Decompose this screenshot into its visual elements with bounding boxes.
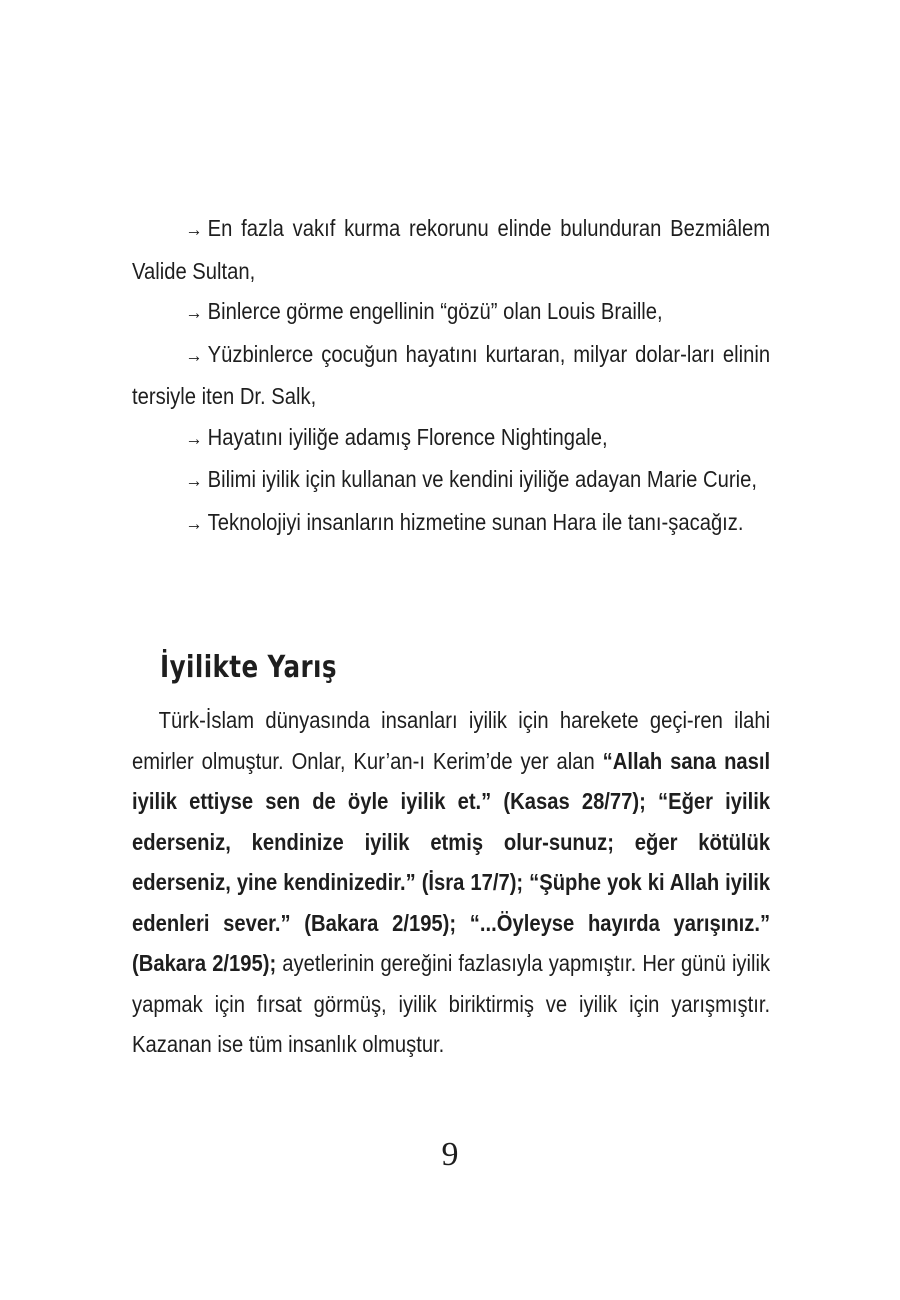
paragraph-text [132,700,770,1065]
arrow-right-icon: → [185,470,203,492]
list-item-text: Binlerce görme engellinin “gözü” olan Louis Braille, [207,298,663,324]
arrow-right-icon: → [185,427,203,450]
page-number: 9 [441,1136,459,1173]
arrow-right-icon: → [185,512,203,535]
list-item [132,334,770,417]
arrow-right-icon: → [185,344,203,367]
list-item [132,502,770,545]
paragraph-outro: ayetlerinin gereğini fazlasıyla yapmıştır. Her günü iyilik yapmak için fırsat görmüş, iyilik biriktirmiş ve iyilik için yarışmıştır. Kazanan ise tüm insanlık olmuştur. [132,950,771,1057]
section-heading: İyilikte Yarış [160,650,337,685]
bullet-list [132,208,770,544]
list-item [132,459,770,502]
list-item [132,208,770,291]
list-item-text: En fazla vakıf kurma rekorunu elinde bulunduran Bezmiâlem Valide Sultan, [132,215,771,284]
list-item-text: Teknolojiyi insanların hizmetine sunan Hara ile tanı-şacağız. [207,508,744,535]
list-item [132,291,770,334]
paragraph-intro: Türk-İslam dünyasında insanları iyilik için harekete geçi-ren ilahi emirler olmuştur. Onlar, Kur’an-ı Kerim’de yer alan [132,707,771,774]
verse-quotes: “Allah sana nasıl iyilik ettiyse sen de öyle iyilik et.” (Kasas 28/77); “Eğer iyilik ederseniz, kendinize iyilik etmiş olur-sunuz; eğer kötülük ederseniz, yine kendinizedir.” (İsra 17/7); “Şüphe yok ki Allah iyilik edenleri sever.” (Bakara 2/195); “...Öyleyse hayırda yarışınız.” (Bakara 2/195); [132,747,771,976]
body-paragraph [132,700,770,1065]
list-item-text: Bilimi iyilik için kullanan ve kendini iyiliğe adayan Marie Curie, [207,466,757,492]
list-item [132,417,770,460]
arrow-right-icon: → [185,302,203,324]
list-item-text: Yüzbinlerce çocuğun hayatını kurtaran, milyar dolar-ları elinin tersiyle iten Dr. Salk, [132,340,771,409]
arrow-right-icon: → [185,219,203,241]
list-item-text: Hayatını iyiliğe adamış Florence Nightingale, [207,423,608,450]
